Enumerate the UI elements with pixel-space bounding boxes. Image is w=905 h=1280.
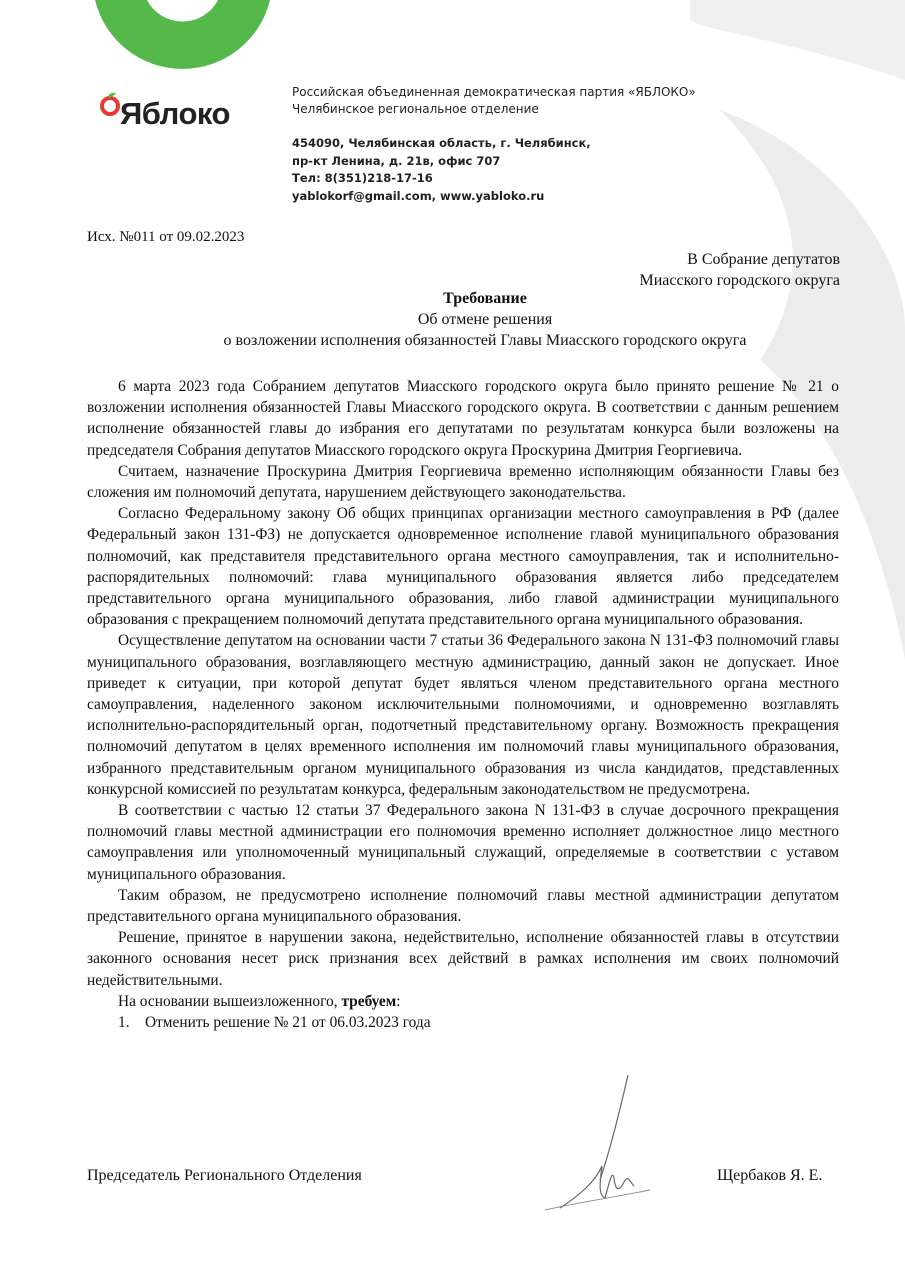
list-item bbox=[87, 1012, 839, 1033]
paragraph: Таким образом, не предусмотрено исполнение полномочий главы местной администрации депутатом представительного органа муниципального образования. bbox=[87, 886, 839, 926]
outgoing-number: Исх. №011 от 09.02.2023 bbox=[87, 229, 245, 245]
gray-arc-shape bbox=[690, 0, 905, 80]
party-info bbox=[292, 84, 696, 118]
demand-emphasis: требуем bbox=[341, 992, 397, 1010]
address-line1: 454090, Челябинская область, г. Челябинск, bbox=[292, 136, 591, 150]
signatory-position: Председатель Регионального Отделения bbox=[87, 1167, 362, 1184]
contact-block bbox=[292, 135, 591, 205]
paragraph: Осуществление депутатом на основании части 7 статьи 36 Федерального закона N 131-ФЗ полномочий главы муниципального образования, возглавляющего местную администрацию, данный закон не допускает. Иное приведет к ситуации, при которой депутат будет являться членом представительного органа местного самоуправления, наделенного законом исключительными полномочиями, и одновременно возглавлять исполнительно-распорядительный орган, подотчетный представительному органу. Возможность прекращения полномочий депутатом в целях временного исполнения им полномочий главы муниципального образования, избранного представительным органом муниципального образования из числа кандидатов, представленных конкурсной комиссией по результатам конкурса, федеральным законодательством не предусмотрена. bbox=[87, 632, 839, 798]
document-subtitle-2: о возложении исполнения обязанностей Главы Миасского городского округа bbox=[223, 332, 747, 349]
list-text: Отменить решение № 21 от 06.03.2023 года bbox=[144, 1014, 431, 1032]
document-body bbox=[87, 376, 839, 1033]
contacts: yablokorf@gmail.com, www.yabloko.ru bbox=[292, 188, 545, 203]
org-name: Российская объединенная демократическая партия «ЯБЛОКО» bbox=[292, 85, 696, 99]
paragraph: Считаем, назначение Проскурина Дмитрия Георгиевича временно исполняющим обязанности Главы без сложения им полномочий депутата, нарушением действующего законодательства. bbox=[87, 462, 839, 502]
signatory-name: Щербаков Я. Е. bbox=[717, 1167, 823, 1184]
list-number: 1. bbox=[118, 1014, 130, 1032]
logo-wordmark: Яблоко bbox=[120, 96, 230, 131]
green-arc-shape bbox=[95, 0, 270, 69]
addressee bbox=[639, 249, 840, 291]
handwritten-signature bbox=[540, 1070, 660, 1220]
document-title: Требование bbox=[443, 290, 527, 307]
demand-intro: На основании вышеизложенного, требуем: bbox=[118, 992, 401, 1010]
addressee-line1: В Собрание депутатов bbox=[687, 251, 840, 268]
addressee-line2: Миасского городского округа bbox=[639, 272, 840, 289]
paragraph: В соответствии с частью 12 статьи 37 Федерального закона N 131-ФЗ в случае досрочного прекращения полномочий главы местной администрации его полномочия временно исполняет должностное лицо местного самоуправления или уполномоченный муниципальный служащий, определяемые в соответствии с уставом муниципального образования. bbox=[87, 802, 839, 883]
branch-name: Челябинское региональное отделение bbox=[292, 102, 539, 116]
paragraph: 6 марта 2023 года Собранием депутатов Миасского городского округа было принято решение № 21 о возложении исполнения обязанностей Главы Миасского городского округа. В соответствии с данным решением исполнение обязанностей главы до избрания его депутатами по результатам конкурса были возложены на председателя Собрания депутатов Миасского городского округа Проскурина Дмитрия Георгиевича. bbox=[87, 378, 839, 459]
paragraph: Согласно Федеральному закону Об общих принципах организации местного самоуправления в РФ (далее Федеральный закон 131-ФЗ) не допускается одновременное исполнение главой муниципального образования полномочий, как представителя представительного органа местного самоуправления, так и исполнительно-распорядительных полномочий: глава муниципального образования является либо председателем представительного органа муниципального образования, либо главой администрации муниципального образования с прекращением полномочий депутата представительного органа муниципального образования. bbox=[87, 505, 839, 629]
document-subtitle: Об отмене решения bbox=[417, 311, 553, 328]
phone: Тел: 8(351)218-17-16 bbox=[292, 171, 433, 185]
paragraph: Решение, принятое в нарушении закона, недействительно, исполнение обязанностей главы в отсутствии законного основания несет риск признания всех действий в рамках исполнения им своих полномочий недействительными. bbox=[87, 929, 839, 989]
address-line2: пр-кт Ленина, д. 21в, офис 707 bbox=[292, 153, 501, 168]
